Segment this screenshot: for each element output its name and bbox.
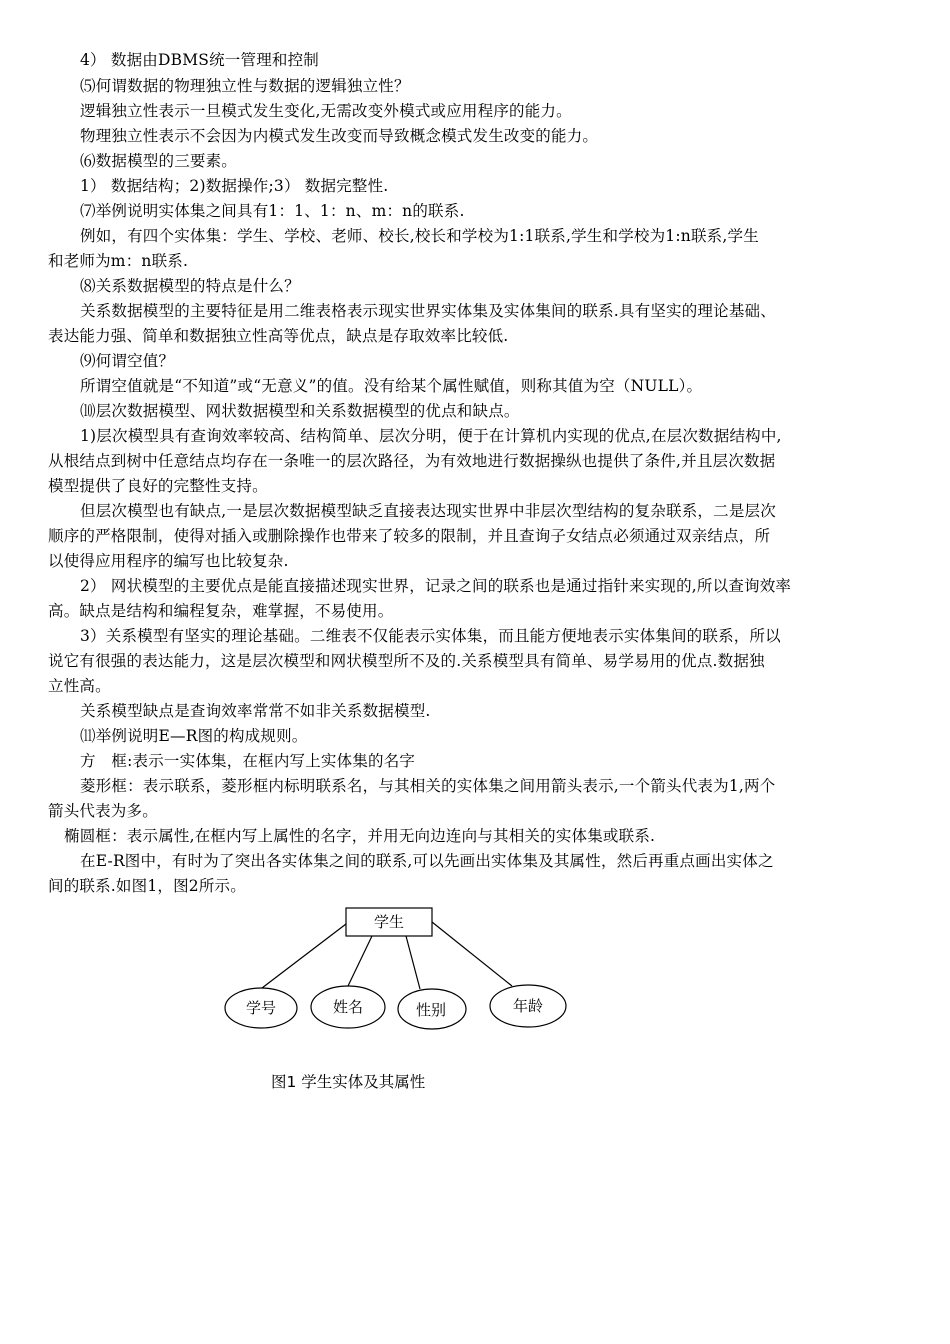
text-line: 箭头代表为多。 [48, 802, 158, 820]
text-line: 1） 数据结构；2)数据操作;3） 数据完整性. [80, 177, 389, 195]
text-line: 高。缺点是结构和编程复杂，难掌握，不易使用。 [48, 602, 394, 620]
text-line: 物理独立性表示不会因为内模式发生改变而导致概念模式发生改变的能力。 [80, 127, 599, 145]
question-heading: ⑸何谓数据的物理独立性与数据的逻辑独立性？ [80, 77, 410, 95]
attribute-label: 姓名 [332, 998, 364, 1016]
question-heading: ⑻关系数据模型的特点是什么？ [80, 277, 300, 295]
text-line: 例如，有四个实体集：学生、学校、老师、校长,校长和学校为1:1联系,学生和学校为1:n联系,学生 [80, 227, 759, 245]
edge-line [262, 924, 346, 988]
text-line: 模型提供了良好的完整性支持。 [48, 477, 268, 495]
text-line: 关系数据模型的主要特征是用二维表格表示现实世界实体集及实体集间的联系.具有坚实的理论基础、 [80, 302, 776, 320]
text-line: 和老师为m：n联系. [48, 252, 189, 270]
text-line: 方 框:表示一实体集，在框内写上实体集的名字 [80, 752, 416, 770]
attribute-label: 性别 [415, 1001, 447, 1019]
question-heading: ⑺举例说明实体集之间具有1：1、1：n、m：n的联系. [80, 202, 465, 220]
question-heading: ⑾举例说明E—R图的构成规则。 [80, 727, 308, 745]
text-line: 说它有很强的表达能力，这是层次模型和网状模型所不及的.关系模型具有简单、易学易用的优点.数据独 [48, 652, 765, 670]
edge-line [348, 936, 372, 986]
text-line: 但层次模型也有缺点,一是层次数据模型缺乏直接表达现实世界中非层次型结构的复杂联系，二是层次 [80, 502, 776, 520]
text-line: 立性高。 [48, 677, 111, 695]
edge-line [406, 936, 420, 989]
text-line: 4） 数据由DBMS统一管理和控制 [80, 51, 319, 69]
text-line: 3）关系模型有坚实的理论基础。二维表不仅能表示实体集，而且能方便地表示实体集间的联系，所以 [80, 627, 781, 645]
attribute-label: 年龄 [512, 997, 544, 1015]
text-line: 顺序的严格限制，使得对插入或删除操作也带来了较多的限制，并且查询子女结点必须通过双亲结点，所 [48, 527, 771, 545]
question-heading: ⑽层次数据模型、网状数据模型和关系数据模型的优点和缺点。 [80, 402, 520, 420]
text-line: 间的联系.如图1，图2所示。 [48, 877, 246, 895]
text-line: 所谓空值就是“不知道”或“无意义”的值。没有给某个属性赋值，则称其值为空（NULL）。 [80, 377, 703, 395]
text-line: 以使得应用程序的编写也比较复杂. [48, 552, 289, 570]
text-line: 1)层次模型具有查询效率较高、结构简单、层次分明，便于在计算机内实现的优点,在层次数据结构中, [80, 427, 782, 445]
text-line: 从根结点到树中任意结点均存在一条唯一的层次路径，为有效地进行数据操纵也提供了条件,并且层次数据 [48, 452, 776, 470]
question-heading: ⑼何谓空值？ [80, 352, 175, 370]
edge-line [432, 922, 512, 986]
text-line: 在E-R图中，有时为了突出各实体集之间的联系,可以先画出实体集及其属性，然后再重点画出实体之 [80, 852, 774, 870]
text-line: 逻辑独立性表示一旦模式发生变化,无需改变外模式或应用程序的能力。 [80, 102, 572, 120]
text-line: 关系模型缺点是查询效率常常不如非关系数据模型. [80, 702, 431, 720]
text-line: 表达能力强、简单和数据独立性高等优点，缺点是存取效率比较低. [48, 327, 509, 345]
attribute-label: 学号 [245, 999, 277, 1017]
text-line: 椭圆框：表示属性,在框内写上属性的名字，并用无向边连向与其相关的实体集或联系. [64, 827, 656, 845]
text-line: 2） 网状模型的主要优点是能直接描述现实世界，记录之间的联系也是通过指针来实现的,所以查询效率 [80, 577, 792, 595]
text-line: 菱形框：表示联系，菱形框内标明联系名，与其相关的实体集之间用箭头表示,一个箭头代表为1,两个 [80, 777, 776, 795]
figure-caption: 图1 学生实体及其属性 [271, 1073, 426, 1091]
entity-label: 学生 [373, 913, 405, 931]
question-heading: ⑹数据模型的三要素。 [80, 152, 238, 170]
